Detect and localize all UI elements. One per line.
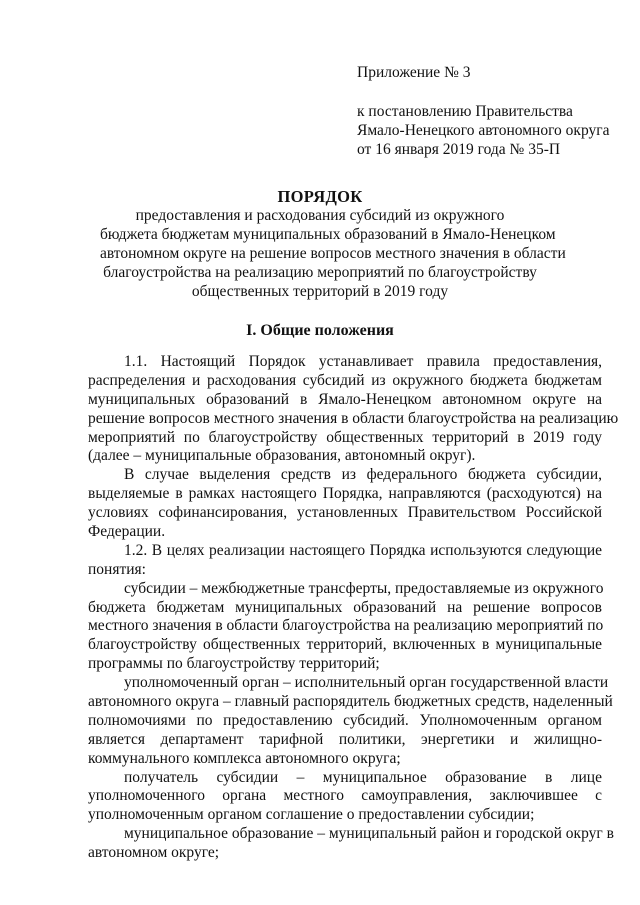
- paragraph-line: муниципальное образование – муниципальный район и городской округ в: [124, 825, 614, 843]
- paragraph-line: субсидии – межбюджетные трансферты, предоставляемые из окружного: [124, 579, 604, 597]
- paragraph-line: понятия:: [88, 560, 146, 578]
- paragraph-line: бюджета бюджетам муниципальных образований на решение вопросов: [88, 598, 602, 616]
- paragraph-line: местного значения в области благоустройства на реализацию мероприятий по: [88, 617, 604, 635]
- subtitle-line: предоставления и расходования субсидий из окружного: [135, 207, 505, 224]
- paragraph-line: решение вопросов местного значения в области благоустройства на реализацию: [88, 409, 619, 427]
- section-heading: I. Общие положения: [246, 322, 394, 339]
- paragraph: [88, 353, 619, 466]
- paragraph-line: условиях софинансирования, установленных Правительством Российской: [88, 504, 602, 522]
- paragraph-line: муниципальных образований в Ямало-Ненецком автономном округе на: [88, 390, 602, 408]
- paragraph-line: программы по благоустройству территорий;: [88, 655, 380, 673]
- paragraph-line: 1.1. Настоящий Порядок устанавливает правила предоставления,: [124, 353, 602, 370]
- paragraph-line: распределения и расходования субсидий из окружного бюджета бюджетам: [88, 371, 602, 389]
- subtitle-line: бюджета бюджетам муниципальных образований в Ямало-Ненецком: [100, 226, 556, 243]
- document-title: ПОРЯДОК: [277, 187, 363, 206]
- paragraph-line: уполномоченный орган – исполнительный орган государственной власти: [124, 674, 609, 692]
- body-text: [88, 353, 619, 863]
- paragraph-line: Федерации.: [88, 523, 166, 541]
- paragraph-line: является департамент тарифной политики, энергетики и жилищно-: [88, 730, 602, 748]
- appendix-title: Приложение № 3: [357, 64, 471, 81]
- paragraph-line: (далее – муниципальные образования, автономный округ).: [88, 447, 476, 465]
- appendix-reference: [357, 102, 609, 159]
- appendix-line: Ямало-Ненецкого автономного округа: [357, 122, 610, 139]
- paragraph-line: полномочиями по предоставлению субсидий. Уполномоченным органом: [88, 711, 602, 729]
- paragraph: [88, 825, 614, 863]
- subtitle-line: автономном округе на решение вопросов местного значения в области: [100, 245, 566, 262]
- subtitle-line: благоустройства на реализацию мероприятий по благоустройству: [103, 264, 537, 281]
- paragraph-line: уполномоченного органа местного самоуправления, заключившее с: [88, 787, 602, 805]
- paragraph: [88, 466, 602, 542]
- paragraph-line: В случае выделения средств из федерального бюджета субсидии,: [124, 466, 602, 484]
- paragraph: [88, 542, 602, 580]
- paragraph-line: получатель субсидии – муниципальное образование в лице: [124, 768, 602, 786]
- subtitle-line: общественных территорий в 2019 году: [191, 283, 449, 300]
- paragraph-line: автономном округе;: [88, 844, 220, 862]
- paragraph-line: автономного округа – главный распорядитель бюджетных средств, наделенный: [88, 693, 613, 711]
- paragraph-line: уполномоченным органом соглашение о предоставлении субсидии;: [88, 806, 535, 824]
- appendix-line: от 16 января 2019 года № 35-П: [357, 141, 561, 158]
- paragraph-line: 1.2. В целях реализации настоящего Порядка используются следующие: [124, 541, 602, 559]
- document-subtitle: [100, 206, 566, 301]
- paragraph: [88, 769, 602, 826]
- paragraph-line: благоустройству общественных территорий, включенных в муниципальные: [88, 636, 602, 654]
- paragraph: [88, 674, 613, 768]
- paragraph: [88, 580, 602, 674]
- paragraph-line: выделяемые в рамках настоящего Порядка, направляются (расходуются) на: [88, 485, 602, 503]
- appendix-line: к постановлению Правительства: [357, 103, 573, 120]
- paragraph-line: коммунального комплекса автономного округа;: [88, 749, 401, 767]
- paragraph-line: мероприятий по благоустройству общественных территорий в 2019 году: [88, 428, 602, 446]
